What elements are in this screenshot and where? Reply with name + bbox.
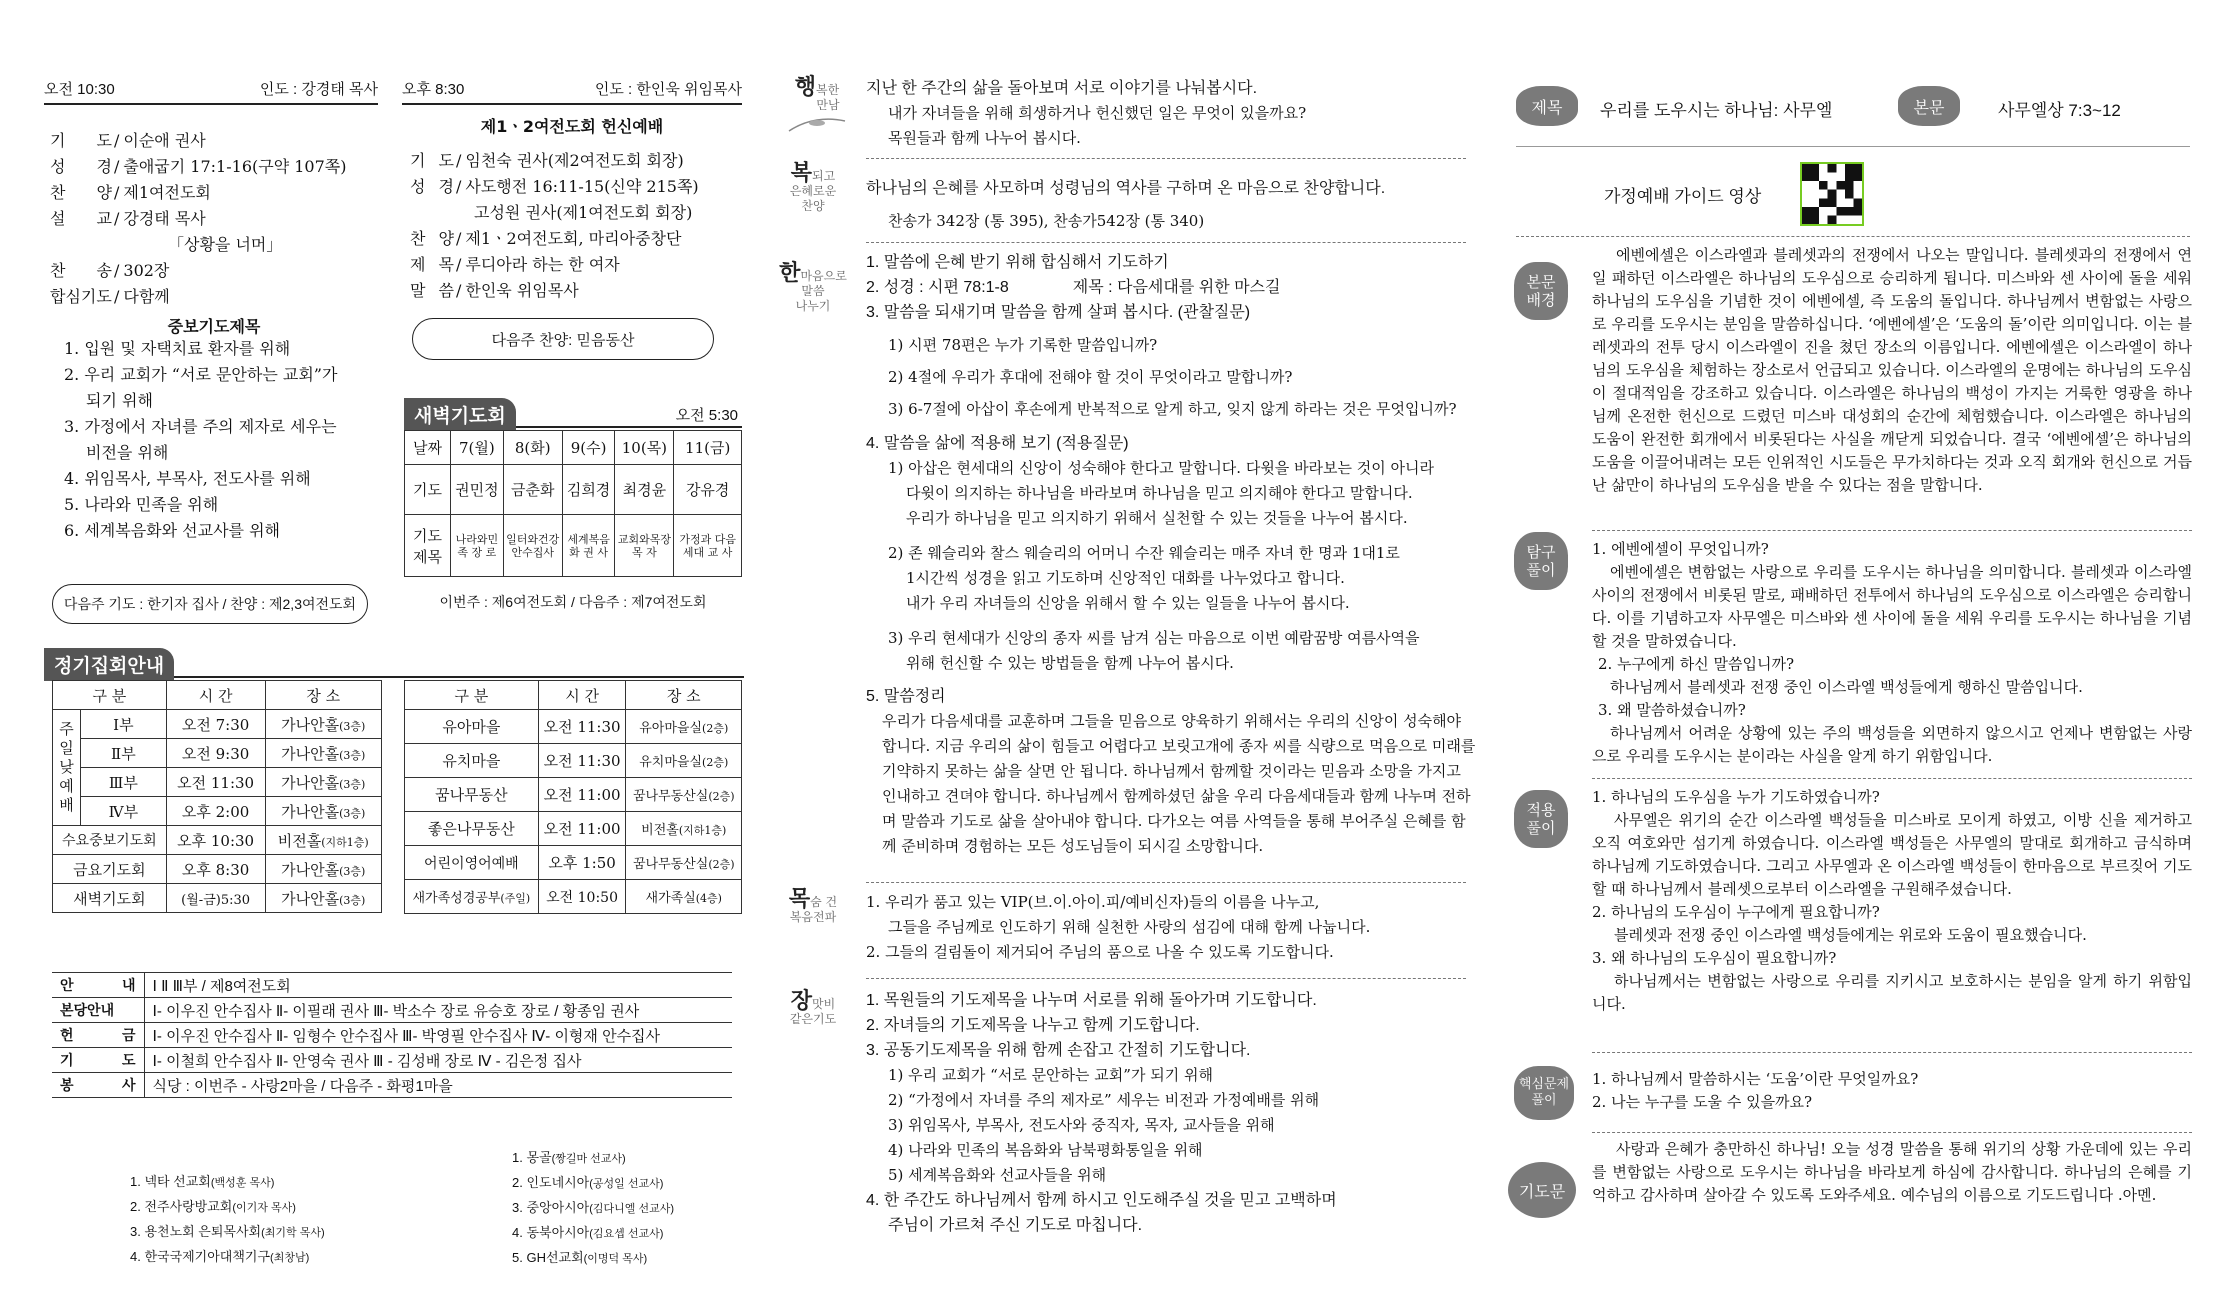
divider xyxy=(1592,1052,2192,1053)
section-2: 하나님의 은혜를 사모하며 성령님의 역사를 구하며 온 마음으로 찬양합니다. 찬송가 342장 (통 395), 찬송가542장 (통 340) xyxy=(866,180,1386,230)
list-item: 4. 한국국제기아대책기구(최창남) xyxy=(130,1249,310,1264)
sermon-title: 「상황을 너머」 xyxy=(168,235,283,254)
order-line: 찬 양 / 제1여전도회 xyxy=(50,183,211,202)
section-5: 1. 목원들의 기도제목을 나누며 서로를 위해 돌아가며 기도합니다. 2. 자녀들의 기도제목을 나누고 함께 기도합니다. 3. 공동기도제목을 위해 함께 손잡고 간절히 기도합니다. 1) 우리 교회가 “서로 문안하는 교회”가 되기 위해 2) “가정에서 자녀를 주의 제자로” 세우는 비전과 가정예배를 위해 3) 위임목사, 부목사, 전도사와 중직자, 목자, 교사들을 위해 4) 나라와 민족의 복음화와 남북평화통일을 위해 5) 세계복음화와 선교사들을 위해 4. 한 주간도 하나님께서 함께 하시고 인도해주실 것을 믿고 고백하며 주님이 가르쳐 주신 기도로 마칩니다. xyxy=(866,992,1337,1234)
missions-left xyxy=(130,1170,410,1270)
dawn-note: 이번주 : 제6여전도회 / 다음주 : 제7여전도회 xyxy=(439,594,707,610)
section-badge-2: 복되고 은혜로운 찬양 xyxy=(789,161,837,213)
order-line: 제 목 / 루디아라 하는 한 여자 xyxy=(410,255,620,274)
list-item: 1. 몽골(짱길마 선교사) xyxy=(512,1150,626,1165)
divider xyxy=(1592,1132,2192,1133)
sunday-label: 주일낮예배 xyxy=(53,710,81,826)
list-item: 3. 중앙아시아(김다니엘 선교사) xyxy=(512,1200,675,1215)
order-line: 찬 양 / 제1ㆍ2여전도회, 마리아중창단 xyxy=(410,229,682,248)
service2-time: 오후 8:30 xyxy=(402,81,465,98)
order-line: 설 교 / 강경태 목사 xyxy=(50,209,206,228)
prayer-title: 중보기도제목 xyxy=(167,317,261,336)
service2-order xyxy=(410,148,750,304)
section-1: 지난 한 주간의 삶을 돌아보며 서로 이야기를 나눠봅시다. 내가 자녀들을 위해 희생하거나 헌신했던 일은 무엇이 있을까요? 목원들과 함께 나누어 봅시다. xyxy=(866,80,1307,147)
service2-title: 제1ㆍ2여전도회 헌신예배 xyxy=(480,117,664,136)
sermon-subject: 우리를 도우시는 하나님: 사무엘 xyxy=(1600,101,1833,120)
dawn-header xyxy=(404,398,742,428)
divider xyxy=(866,882,1466,883)
divider xyxy=(866,158,1466,159)
section-badge-4: 목숨 건 복음전파 xyxy=(788,887,838,924)
order-line: 성 경 / 사도행전 16:11-15(신약 215쪽) xyxy=(410,177,699,196)
qr-code-icon[interactable] xyxy=(1800,162,1864,226)
title-tag: 제목 xyxy=(1516,86,1578,126)
service2-header xyxy=(402,78,742,105)
list-item: 2. 인도네시아(공성일 선교사) xyxy=(512,1175,664,1190)
list-item: 5. GH선교회(이명덕 목사) xyxy=(512,1250,648,1265)
scripture-ref: 사무엘상 7:3~12 xyxy=(1998,101,2121,120)
list-item: 3. 가정에서 자녀를 주의 제자로 세우는 xyxy=(64,417,337,436)
section-4: 1. 우리가 품고 있는 VIP(브.이.아이.피/예비신자)들의 이름을 나누고, 그들을 주님께로 인도하기 위해 실천한 사랑의 섬김에 대해 함께 나눕니다. 2. 그들의 걸림돌이 제거되어 주님의 품으로 나올 수 있도록 기도합니다. xyxy=(866,893,1371,961)
apply-tag: 적용 풀이 xyxy=(1514,790,1568,848)
order-line: 말 씀 / 한인욱 위임목사 xyxy=(410,281,579,300)
meetings-header xyxy=(44,648,744,678)
dawn-time: 오전 5:30 xyxy=(675,407,738,424)
apply-text: 1. 하나님의 도우심을 누가 기도하였습니까? 사무엘은 위기의 순간 이스라엘 백성들을 미스바로 모이게 하였고, 이방 신을 제거하고 오직 여호와만 섬기게 하였습니다. 이스라엘 백성들은 사무엘의 말대로 회개하고 금식하며 하나님께 기도하였습니다. 그리고 사무엘과 온 이스라엘 백성들이 한마음으로 부르짖어 기도할 때 하나님께서 블레셋으로부터 이스라엘을 구원해주셨습니다. 2. 하나님의 도우심이 누구에게 필요합니까? 블레셋과 전쟁 중인 이스라엘 백성들에게는 위로와 도움이 필요했습니다. 3. 왜 하나님의 도우심이 필요합니까? 하나님께서는 변함없는 사랑으로 우리를 지키시고 보호하시는 분임을 알게 하기 위함입니다. xyxy=(1592,788,2192,1013)
core-tag: 핵심문제 풀이 xyxy=(1514,1066,1574,1120)
explore-text: 1. 에벤에셀이 무엇입니까? 에벤에셀은 변함없는 사랑으로 우리를 도우시는 하나님을 의미합니다. 블레셋과 이스라엘 사이의 전쟁에서 비롯된 말로, 패배하던 전투에서 하나님의 도우심으로 이스라엘은 승리합니다. 이를 기념하고자 사무엘은 미스바와 센 사이에 돌을 세워 우리를 도우시는 하나님을 기념할 것을 말하였습니다. 2. 누구에게 하신 말씀입니까? 하나님께서 블레셋과 전쟁 중인 이스라엘 백성들에게 행하신 말씀입니다. 3. 왜 말씀하셨습니까? 하나님께서 어려운 상황에 있는 주의 백성들을 외면하지 않으시고 언제나 변함없는 사랑으로 우리를 도우시는 분이라는 사실을 알게 하기 위함입니다. xyxy=(1592,540,2192,765)
prayer-list xyxy=(64,336,384,544)
prayer-tag: 기도문 xyxy=(1508,1162,1576,1218)
missions-right xyxy=(512,1146,752,1271)
service1-time: 오전 10:30 xyxy=(44,81,115,98)
order-line: 찬 송 / 302장 xyxy=(50,261,170,280)
divider xyxy=(1516,146,2190,147)
order-line: 기 도 / 이순애 권사 xyxy=(50,131,206,150)
divider xyxy=(866,978,1466,979)
order-line: 합심기도 / 다함께 xyxy=(50,287,170,306)
divider xyxy=(1516,236,2190,237)
leaf-icon xyxy=(787,113,847,135)
list-item: 1. 넥타 선교회(백성훈 목사) xyxy=(130,1174,275,1189)
meetings-table-right: 구 분 시 간 장 소 유아마을 오전 11:30 유아마을실(2층) 유치마을 오전 11:30 유치마을실(2층) 꿈나무동산 오전 11:00 꿈나무동산실(2층) 좋은나무동산 오전 11:00 비전홀(지하1층) 어린이영어예배 오후 1:50 꿈나무동산실(2층) 새가족성경공부(주일) 오전 10:50 새가족실(4층) xyxy=(404,680,742,914)
order-line: 성 경 / 출애굽기 17:1-16(구약 107쪽) xyxy=(50,157,347,176)
divider xyxy=(866,242,1466,243)
explore-tag: 탐구 풀이 xyxy=(1514,532,1568,590)
next-prayer-pill: 다음주 기도 : 한기자 집사 / 찬양 : 제2,3여전도회 xyxy=(52,584,368,624)
order-line: 고성원 권사(제1여전도회 회장) xyxy=(474,203,693,222)
order-line: 기 도 / 임천숙 권사(제2여전도회 회장) xyxy=(410,151,684,170)
service1-header xyxy=(44,78,378,105)
list-item: 비전을 위해 xyxy=(86,443,169,462)
service1-leader: 인도 : 강경태 목사 xyxy=(259,81,378,98)
list-item: 1. 입원 및 자택치료 환자를 위해 xyxy=(64,339,291,358)
service1-order xyxy=(50,128,380,310)
list-item: 6. 세계복음화와 선교사를 위해 xyxy=(64,521,280,540)
core-text: 1. 하나님께서 말씀하시는 ‘도움’이란 무엇일까요? 2. 나는 누구를 도울 수 있을까요? xyxy=(1592,1070,1919,1111)
meetings-table-left: 구 분 시 간 장 소 주일낮예배 Ⅰ부 오전 7:30 가나안홀(3층) Ⅱ부 오전 9:30 가나안홀(3층) Ⅲ부 오전 11:30 가나안홀(3층) Ⅳ부 오후 2:00 가나안홀(3층) 수요중보기도회 오후 10:30 비전홀(지하1층) 금요기도회 오후 8:30 가나안홀(3층) 새벽기도회 (월-금)5:30 가나안홀(3층) xyxy=(52,680,382,913)
duty-table: 안 내 Ⅰ Ⅱ Ⅲ부 / 제8여전도회 본당안내 Ⅰ- 이우진 안수집사 Ⅱ- 이필래 권사 Ⅲ- 박소수 장로 유승호 장로 / 황종임 권사 헌 금 Ⅰ- 이우진 안수집사 Ⅱ- 임형수 안수집사 Ⅲ- 박영필 안수집사 Ⅳ- 이형재 안수집사 기 도 Ⅰ- 이철희 안수집사 Ⅱ- 안영숙 권사 Ⅲ - 김성배 장로 Ⅳ - 김은정 집사 봉 사 식당 : 이번주 - 사랑2마을 / 다음주 - 화평1마을 xyxy=(52,972,732,1098)
divider xyxy=(1592,530,2192,531)
section-badge-3: 한마음으로 말씀 나누기 xyxy=(779,261,847,313)
background-tag: 본문 배경 xyxy=(1514,262,1568,320)
section-badge-1: 행복한 만남 xyxy=(780,80,854,139)
list-item: 2. 우리 교회가 “서로 문안하는 교회”가 xyxy=(64,365,338,384)
section-3: 1. 말씀에 은혜 받기 위해 합심해서 기도하기 2. 성경 : 시편 78:1-8 제목 : 다음세대를 위한 마스길 3. 말씀을 되새기며 말씀을 함께 살펴 봅시다. (관찰질문) 1) 시편 78편은 누가 기록한 말씀입니까? 2) 4절에 우리가 후대에 전해야 할 것이 무엇이라고 말합니까? 3) 6-7절에 아삽이 후손에게 반복적으로 알게 하고, 잊지 않게 하라는 것은 무엇입니까? 4. 말씀을 삶에 적용해 보기 (적용질문) 1) 아삽은 현세대의 신앙이 성숙해야 한다고 말합니다. 다윗을 바라보는 것이 아니라 다윗이 의지하는 하나님을 바라보며 하나님을 믿고 의지해야 한다고 말합니다. 우리가 하나님을 믿고 의지하기 위해서 실천할 수 있는 것들을 나누어 봅시다. 2) 존 웨슬리와 찰스 웨슬리의 어머니 수잔 웨슬리는 매주 자녀 한 명과 1대1로 1시간씩 성경을 읽고 기도하며 신앙적인 대화를 나누었다고 합니다. 내가 우리 자녀들의 신앙을 위해서 할 수 있는 일들을 나누어 봅시다. 3) 우리 현세대가 신앙의 종자 씨를 남겨 심는 마음으로 이번 예람꿈방 여름사역을 위해 헌신할 수 있는 방법들을 함께 나누어 봅시다. 5. 말씀정리 우리가 다음세대를 교훈하며 그들을 믿음으로 양육하기 위해서는 우리의 신앙이 성숙해야 합니다. 지금 우리의 삶이 힘들고 어렵다고 보릿고개에 종자 씨를 식량으로 먹음으로 미래를 기약하지 못하는 삶을 살면 안 됩니다. 하나님께서 함께할 것이라는 믿음과 소망을 가지고 인내하고 견뎌야 합니다. 하나님께서 함께하셨던 삶을 우리 다음세대들과 함께 나누며 전하며 말씀과 기도로 삶을 살아내야 합니다. 다가오는 여름 사역들을 통해 부어주실 은혜를 함께 준비하며 경험하는 모든 성도님들이 되시길 소망합니다. xyxy=(866,254,1476,855)
list-item: 4. 동북아시아(김요셉 선교사) xyxy=(512,1225,664,1240)
dawn-table: 날짜 7(월) 8(화) 9(수) 10(목) 11(금) 기도 권민정 금춘화 김희경 최경윤 강유경 기도 제목 나라와민족 장 로 일터와건강 안수집사 세계복음화 권 사 교회와목장 목 자 가정과 다음세대 교 사 xyxy=(404,430,742,577)
list-item: 3. 용천노회 은퇴목사회(최기학 목사) xyxy=(130,1224,325,1239)
background-text: 에벤에셀은 이스라엘과 블레셋과의 전쟁에서 나오는 말입니다. 블레셋과의 전쟁에서 연일 패하던 이스라엘은 하나님의 도우심으로 승리하게 됩니다. 미스바와 센 사이에 돌을 세워 하나님의 도우심을 기념한 것이 에벤에셀, 즉 도움의 돌입니다. 하나님께서 변함없는 사랑으로 우리를 도우시는 분임을 말씀하십니다. ‘에벤에셀’은 ‘도움의 돌’이란 의미입니다. 이는 블레셋과의 전투 당시 이스라엘이 진을 쳤던 장소의 이름입니다. 에벤에셀은 이스라엘이 하나님의 도우심을 체험하는 장소로서 언급되고 있습니다. 이스라엘의 운명에는 하나님의 도우심이 절대적임을 강조하고 있습니다. 이스라엘은 하나님의 백성이 가지는 거룩한 영광을 하나님께 온전한 헌신으로 드렸던 미스바 대성회의 순간에 체험했습니다. 이스라엘은 하나님의 도움이 완전한 회개에서 비롯된다는 사실을 깨닫게 되었습니다. 결국 ‘에벤에셀’은 하나님의 도움을 이끌어내려는 모든 인위적인 시도들은 무가치하다는 것과 오직 회개와 헌신으로 거듭난 삶만이 하나님의 도우심을 받을 수 있다는 점을 말합니다. xyxy=(1592,246,2192,494)
list-item: 5. 나라와 민족을 위해 xyxy=(64,495,219,514)
prayer-text: 사랑과 은혜가 충만하신 하나님! 오늘 성경 말씀을 통해 위기의 상황 가운데에 있는 우리를 변함없는 사랑으로 도우시는 하나님을 바라보게 하심에 감사합니다. 하나님의 은혜를 기억하고 감사하며 살아갈 수 있도록 도와주세요. 예수님의 이름으로 기도드립니다 .아멘. xyxy=(1592,1140,2192,1204)
meetings-title: 정기집회안내 xyxy=(44,648,174,681)
service2-leader: 인도 : 한인욱 위임목사 xyxy=(594,81,742,98)
list-item: 4. 위임목사, 부목사, 전도사를 위해 xyxy=(64,469,311,488)
list-item: 되기 위해 xyxy=(86,391,153,410)
text-tag: 본문 xyxy=(1898,86,1960,126)
guide-video-label: 가정예배 가이드 영상 xyxy=(1604,187,1762,206)
divider xyxy=(1592,778,2192,779)
section-badge-5: 장맛비 같은기도 xyxy=(789,989,837,1026)
dawn-title: 새벽기도회 xyxy=(404,398,516,431)
next-praise-pill: 다음주 찬양: 믿음동산 xyxy=(412,318,714,360)
list-item: 2. 전주사랑방교회(이기자 목사) xyxy=(130,1199,296,1214)
